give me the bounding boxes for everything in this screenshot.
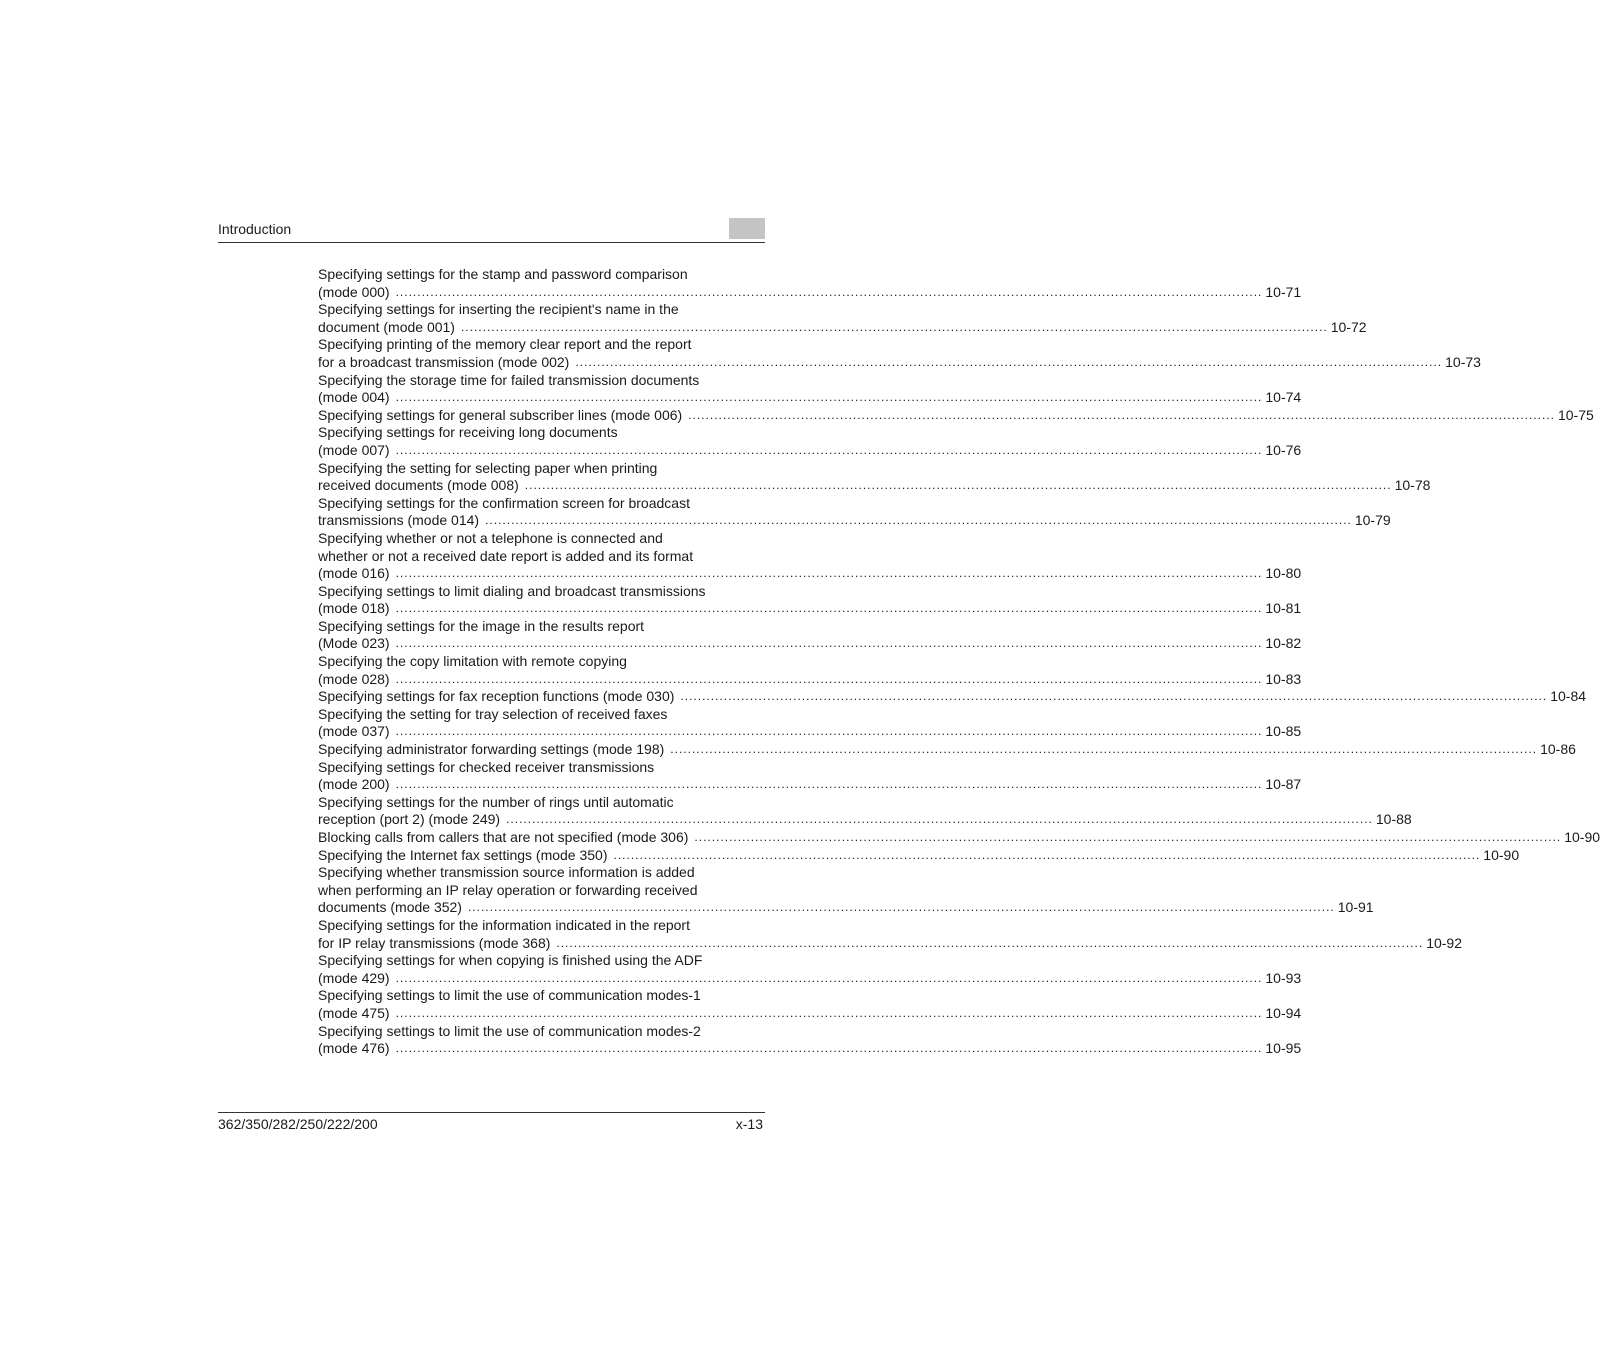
toc-entry-page-number: 10-76	[1265, 441, 1302, 458]
toc-entry-page-number: 10-73	[1445, 353, 1481, 370]
toc-entry-page-number: 10-78	[1394, 477, 1431, 494]
toc-entry-title-line: (mode 200)	[318, 776, 390, 793]
dot-leader: ........................................................................................................................................................................................................	[575, 354, 1443, 369]
toc-entry-leader-line	[318, 776, 1302, 794]
toc-entry-leader-line	[318, 441, 1302, 460]
toc-entry-title-line: whether or not a received date report is added and its format	[318, 547, 694, 564]
toc-entry-leader-line	[318, 688, 1587, 706]
dot-leader: ........................................................................................................................................................................................................	[613, 847, 1481, 862]
toc-entry-leader-line	[318, 723, 1302, 741]
toc-entry-title-line: Specifying settings for when copying is finished using the ADF	[318, 952, 703, 969]
toc-entry-title-line: Specifying the copy limitation with remote copying	[318, 653, 627, 670]
toc-entry-title-line: Specifying settings for the confirmation screen for broadcast	[318, 494, 690, 511]
toc-entry[interactable]	[318, 371, 1302, 407]
toc-entry[interactable]	[318, 406, 1594, 425]
toc-entry-title-line: Specifying settings for inserting the recipient's name in the	[318, 301, 679, 318]
toc-entry-leader-line	[318, 283, 1302, 302]
toc-entry[interactable]	[318, 846, 1520, 865]
dot-leader: ........................................................................................................................................................................................................	[670, 742, 1538, 757]
toc-entry-title-line: Specifying the Internet fax settings (mode 350)	[318, 846, 608, 863]
dot-leader: ........................................................................................................................................................................................................	[467, 900, 1335, 915]
page-header	[218, 218, 765, 243]
toc-entry-leader-line	[318, 318, 1367, 337]
toc-entry-page-number: 10-81	[1265, 600, 1302, 617]
toc-entry-page-number: 10-87	[1265, 776, 1302, 793]
toc-entry[interactable]	[318, 424, 1302, 459]
toc-entry-title-line: when performing an IP relay operation or forwarding received	[318, 881, 698, 898]
toc-entry-page-number: 10-74	[1265, 389, 1302, 406]
toc-entry-title-line: Specifying settings for the image in the results report	[318, 617, 645, 634]
dot-leader: ........................................................................................................................................................................................................	[485, 513, 1352, 528]
toc-entry-leader-line	[318, 406, 1594, 425]
footer-page-number: x-13	[735, 1116, 763, 1132]
toc-entry-leader-line	[318, 635, 1302, 653]
toc-entry-title-line: Specifying printing of the memory clear report and the report	[318, 336, 692, 353]
toc-entry-leader-line	[318, 969, 1302, 988]
toc-entry-title-line: Specifying settings for fax reception functions (mode 030)	[318, 688, 675, 705]
toc-entry-title-line: (mode 007)	[318, 441, 390, 458]
toc-entry-title-line: Specifying whether transmission source information is added	[318, 864, 695, 881]
dot-leader: ........................................................................................................................................................................................................	[395, 970, 1263, 985]
toc-entry-title-line: reception (port 2) (mode 249)	[318, 811, 501, 828]
toc-entry-title-line: Specifying settings to limit the use of communication modes-2	[318, 1022, 701, 1039]
toc-entry[interactable]	[318, 582, 1302, 618]
page-footer	[218, 1112, 765, 1135]
toc-entry-leader-line	[318, 829, 1600, 847]
dot-leader: ........................................................................................................................................................................................................	[688, 407, 1555, 422]
toc-entry-title-line: document (mode 001)	[318, 318, 455, 335]
toc-entry[interactable]	[318, 829, 1600, 847]
toc-entry-title-line: Specifying settings to limit dialing and broadcast transmissions	[318, 582, 706, 599]
dot-leader: ........................................................................................................................................................................................................	[395, 636, 1263, 651]
toc-entry-title-line: (mode 000)	[318, 283, 390, 300]
toc-entry-leader-line	[318, 846, 1520, 865]
header-tab-marker	[729, 218, 765, 239]
toc-entry-leader-line	[318, 811, 1412, 829]
toc-entry-title-line: (mode 475)	[318, 1004, 390, 1021]
dot-leader: ........................................................................................................................................................................................................	[460, 319, 1328, 334]
toc-entry-leader-line	[318, 512, 1391, 530]
toc-entry-page-number: 10-88	[1375, 811, 1412, 828]
toc-entry[interactable]	[318, 916, 1462, 952]
toc-entry-page-number: 10-92	[1426, 934, 1462, 951]
toc-entry-page-number: 10-75	[1557, 406, 1594, 423]
toc-entry-title-line: (mode 004)	[318, 389, 390, 406]
dot-leader: ........................................................................................................................................................................................................	[680, 689, 1548, 704]
toc-entry[interactable]	[318, 301, 1367, 336]
toc-entry-page-number: 10-90	[1483, 846, 1520, 863]
toc-entry-page-number: 10-93	[1265, 969, 1302, 986]
dot-leader: ........................................................................................................................................................................................................	[395, 284, 1263, 299]
toc-entry[interactable]	[318, 793, 1412, 829]
toc-entry-leader-line	[318, 389, 1302, 407]
dot-leader: ........................................................................................................................................................................................................	[524, 478, 1392, 493]
toc-entry-title-line: Specifying settings for checked receiver transmissions	[318, 758, 655, 775]
toc-entry[interactable]	[318, 336, 1481, 371]
dot-leader: ........................................................................................................................................................................................................	[395, 1041, 1263, 1056]
header-title: Introduction	[218, 221, 292, 237]
toc-entry[interactable]	[318, 266, 1302, 301]
toc-entry-title-line: for a broadcast transmission (mode 002)	[318, 353, 570, 370]
toc-entry-page-number: 10-90	[1564, 829, 1600, 845]
toc-entry[interactable]	[318, 688, 1587, 706]
toc-entry-title-line: Specifying the setting for tray selection of received faxes	[318, 705, 668, 722]
toc-entry[interactable]	[318, 987, 1302, 1022]
toc-entry-page-number: 10-84	[1550, 688, 1587, 705]
dot-leader: ........................................................................................................................................................................................................	[395, 442, 1263, 457]
toc-entry-page-number: 10-85	[1265, 723, 1302, 740]
toc-entry-title-line: (mode 037)	[318, 723, 390, 740]
dot-leader: ........................................................................................................................................................................................................	[556, 935, 1424, 950]
toc-entry-leader-line	[318, 353, 1481, 372]
dot-leader: ........................................................................................................................................................................................................	[395, 390, 1263, 405]
dot-leader: ........................................................................................................................................................................................................	[694, 830, 1562, 844]
toc-entry-title-line: (Mode 023)	[318, 635, 390, 652]
toc-entry[interactable]	[318, 494, 1391, 530]
dot-leader: ........................................................................................................................................................................................................	[395, 566, 1263, 581]
toc-entry-leader-line	[318, 1040, 1302, 1058]
toc-entry-page-number: 10-72	[1330, 318, 1367, 335]
toc-entry-page-number: 10-94	[1265, 1004, 1302, 1021]
dot-leader: ........................................................................................................................................................................................................	[395, 671, 1263, 686]
toc-entry-title-line: Specifying whether or not a telephone is connected and	[318, 529, 663, 546]
toc-entry-title-line: Blocking calls from callers that are not specified (mode 306)	[318, 829, 689, 845]
toc-entry[interactable]	[318, 758, 1302, 794]
toc-entry-leader-line	[318, 565, 1302, 583]
toc-entry-title-line: documents (mode 352)	[318, 899, 462, 916]
toc-entry-title-line: Specifying settings to limit the use of communication modes-1	[318, 987, 701, 1004]
toc-entry[interactable]	[318, 952, 1302, 987]
dot-leader: ........................................................................................................................................................................................................	[395, 601, 1263, 616]
toc-entry-title-line: (mode 476)	[318, 1040, 390, 1057]
toc-entry-title-line: Specifying the setting for selecting paper when printing	[318, 459, 658, 476]
toc-entry[interactable]	[318, 1022, 1302, 1058]
toc-entry[interactable]	[318, 529, 1302, 583]
toc-entry-leader-line	[318, 1004, 1302, 1023]
dot-leader: ........................................................................................................................................................................................................	[506, 812, 1373, 827]
toc-entry-leader-line	[318, 600, 1302, 618]
toc-entry-title-line: (mode 016)	[318, 565, 390, 582]
dot-leader: ........................................................................................................................................................................................................	[395, 777, 1263, 792]
toc-entry-page-number: 10-82	[1265, 635, 1302, 652]
toc-entry-title-line: transmissions (mode 014)	[318, 512, 480, 529]
table-of-contents	[318, 266, 1600, 1058]
dot-leader: ........................................................................................................................................................................................................	[395, 724, 1263, 739]
footer-model-numbers: 362/350/282/250/222/200	[218, 1116, 378, 1132]
toc-entry-title-line: (mode 018)	[318, 600, 390, 617]
toc-entry-leader-line	[318, 670, 1302, 689]
toc-entry-title-line: Specifying settings for general subscriber lines (mode 006)	[318, 406, 683, 423]
toc-entry[interactable]	[318, 705, 1302, 741]
dot-leader: ........................................................................................................................................................................................................	[395, 1005, 1263, 1020]
toc-entry-leader-line	[318, 741, 1576, 759]
toc-entry-page-number: 10-95	[1265, 1040, 1302, 1057]
toc-entry-title-line: Specifying settings for receiving long documents	[318, 424, 618, 441]
toc-entry-title-line: Specifying settings for the number of rings until automatic	[318, 793, 674, 810]
toc-entry-title-line: Specifying the storage time for failed transmission documents	[318, 371, 700, 388]
toc-entry[interactable]	[318, 653, 1302, 688]
toc-entry-title-line: (mode 429)	[318, 969, 390, 986]
toc-entry[interactable]	[318, 459, 1431, 495]
toc-entry-title-line: Specifying administrator forwarding settings (mode 198)	[318, 741, 665, 758]
toc-entry-title-line: for IP relay transmissions (mode 368)	[318, 934, 551, 951]
toc-entry-leader-line	[318, 934, 1462, 953]
toc-entry-title-line: (mode 028)	[318, 670, 390, 687]
toc-entry-page-number: 10-91	[1337, 899, 1374, 916]
toc-entry-title-line: Specifying settings for the stamp and password comparison	[318, 266, 688, 282]
toc-entry-page-number: 10-86	[1540, 741, 1576, 758]
toc-entry[interactable]	[318, 741, 1576, 759]
toc-entry-page-number: 10-79	[1354, 512, 1391, 529]
toc-entry-title-line: Specifying settings for the information indicated in the report	[318, 916, 690, 933]
toc-entry-leader-line	[318, 899, 1374, 917]
toc-entry[interactable]	[318, 864, 1374, 917]
toc-entry-title-line: received documents (mode 008)	[318, 477, 519, 494]
toc-entry-page-number: 10-71	[1265, 283, 1302, 300]
toc-entry-page-number: 10-80	[1265, 565, 1302, 582]
toc-entry[interactable]	[318, 617, 1302, 653]
toc-entry-leader-line	[318, 477, 1431, 495]
toc-entry-page-number: 10-83	[1265, 670, 1302, 687]
